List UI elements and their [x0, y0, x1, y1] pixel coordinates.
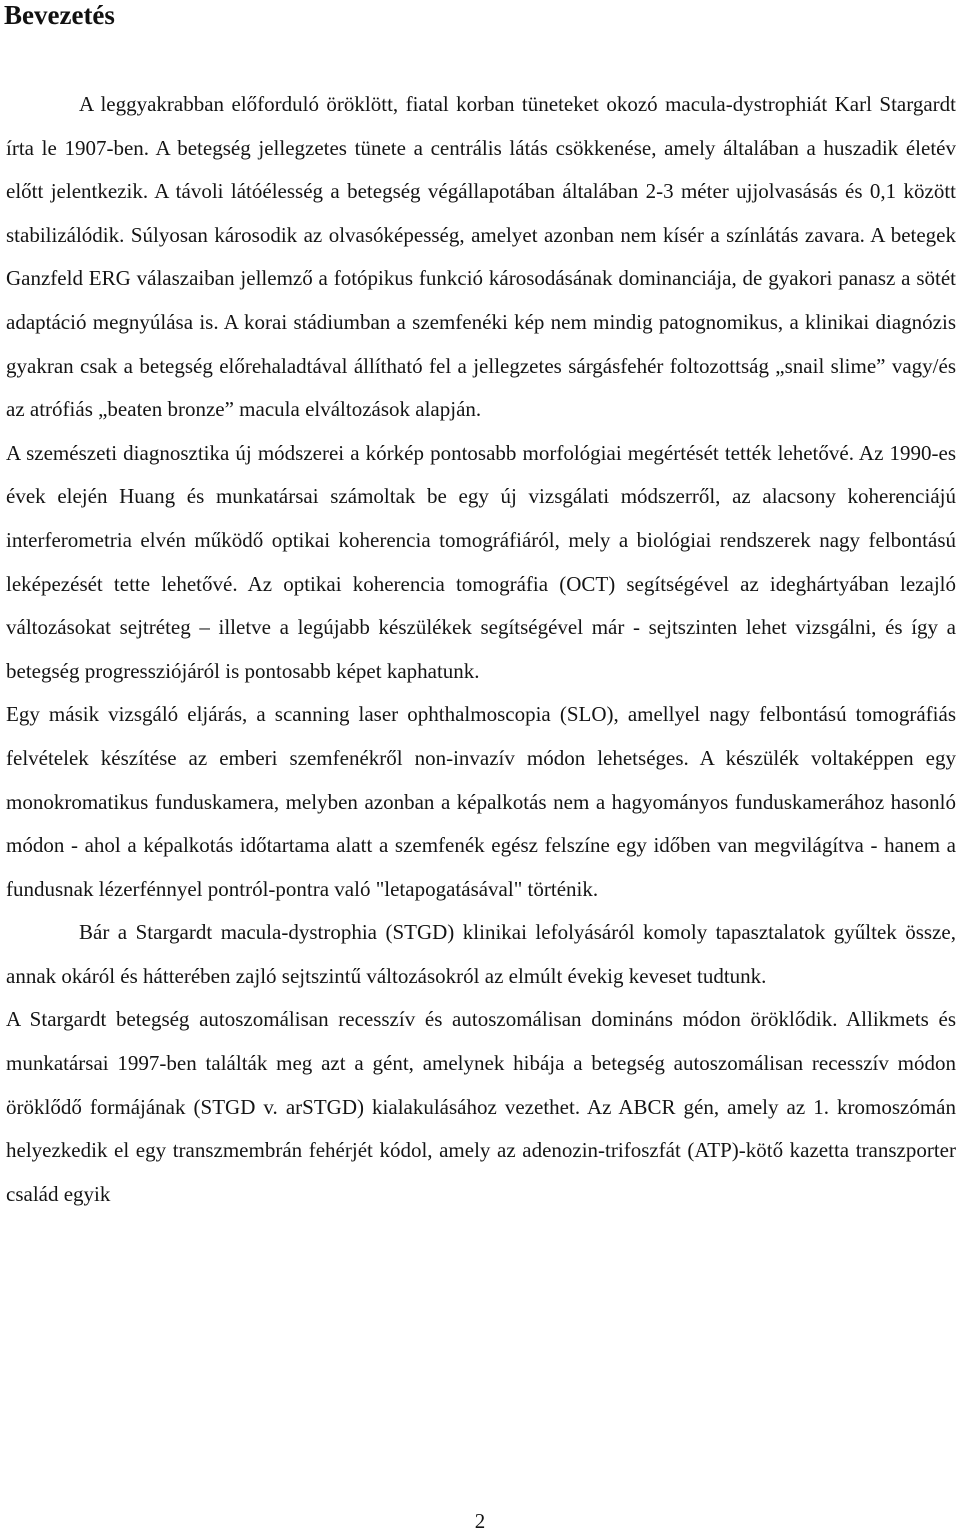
paragraph-stgd-background: Bár a Stargardt macula-dystrophia (STGD) klinikai lefolyásáról komoly tapasztalatok gyűltek össze, annak okáról és hátterében zajló sejtszintű változásokról az elmúlt évekig keveset tudtunk.	[6, 920, 956, 988]
paragraph-intro: A leggyakrabban előforduló öröklött, fiatal korban tüneteket okozó macula-dystrophiát Karl Stargardt írta le 1907-ben. A betegség jellegzetes tünete a centrális látás csökkenése, amely általában a huszadik életév előtt jelentkezik. A távoli látóélesség a betegség végállapotában általában 2-3 méter ujjolvasásás és 0,1 között stabilizálódik. Súlyosan károsodik az olvasóképesség, amelyet azonban nem kísér a színlátás zavara. A betegek Ganzfeld ERG válaszaiban jellemző a fotópikus funkció károsodásának dominanciája, de gyakori panasz a sötét adaptáció megnyúlása is. A korai stádiumban a szemfenéki kép nem mindig patognomikus, a klinikai diagnózis gyakran csak a betegség előrehaladtával állítható fel a jellegzetes sárgásfehér foltozottság „snail slime” vagy/és az atrófiás „beaten bronze” macula elváltozások alapján.	[6, 92, 956, 422]
section-heading: Bevezetés	[4, 0, 115, 30]
paragraph-slo: Egy másik vizsgáló eljárás, a scanning laser ophthalmoscopia (SLO), amellyel nagy felbontású tomográfiás felvételek készítése az emberi szemfenékről non-invazív módon lehetséges. A készülék voltaképpen egy monokromatikus funduskamera, melyben azonban a képalkotás nem a hagyományos funduskamerához hasonló módon - ahol a képalkotás időtartama alatt a szemfenék egész felszíne egy időben van megvilágítva - hanem a fundusnak lézerfénnyel pontról-pontra való "letapogatásával" történik.	[6, 702, 956, 901]
body-text	[6, 83, 956, 1216]
page-number: 2	[474, 1509, 486, 1533]
paragraph-inheritance: A Stargardt betegség autoszomálisan recesszív és autoszomálisan domináns módon öröklődik. Allikmets és munkatársai 1997-ben találták meg azt a gént, amelynek hibája a betegség autoszomálisan recesszív módon öröklődő formájának (STGD v. arSTGD) kialakulásához vezethet. Az ABCR gén, amely az 1. kromoszómán helyezkedik el egy transzmembrán fehérjét kódol, amely az adenozin-trifoszfát (ATP)-kötő kazetta transzporter család egyik	[6, 1007, 956, 1206]
paragraph-oct: A szemészeti diagnosztika új módszerei a kórkép pontosabb morfológiai megértését tették lehetővé. Az 1990-es évek elején Huang és munkatársai számoltak be egy új vizsgálati módszerről, az alacsony koherenciájú interferometria elvén működő optikai koherencia tomográfiáról, mely a biológiai rendszerek nagy felbontású leképezését tette lehetővé. Az optikai koherencia tomográfia (OCT) segítségével az ideghártyában lezajló változásokat sejtréteg – illetve a legújabb készülékek segítségével már - sejtszinten lehet vizsgálni, és így a betegség progressziójáról is pontosabb képet kaphatunk.	[6, 440, 956, 683]
